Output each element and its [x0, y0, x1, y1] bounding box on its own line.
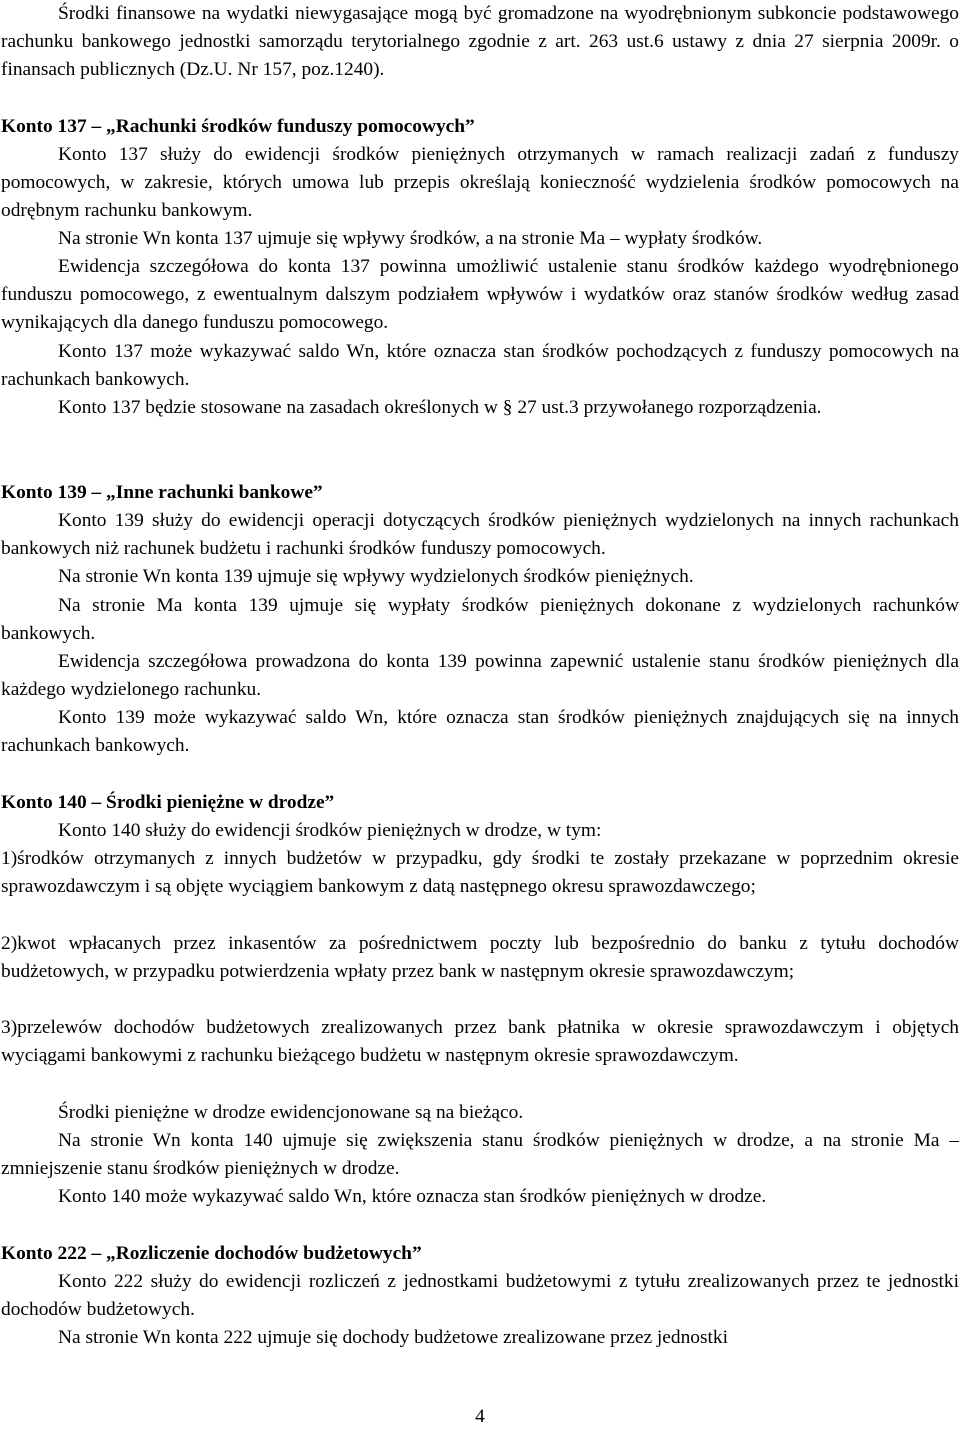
paragraph-139-4: Ewidencja szczegółowa prowadzona do konta 139 powinna zapewnić ustalenie stanu środków pieniężnych dla każdego wydzielonego rachunku.	[1, 651, 959, 701]
paragraph-140-item-3: 3)przelewów dochodów budżetowych zrealizowanych przez bank płatnika w okresie sprawozdawczym i objętych wyciągami bankowymi z rachunku bieżącego budżetu w następnym okresie sprawozdawczym.	[1, 1017, 959, 1067]
paragraph-137-3: Ewidencja szczegółowa do konta 137 powinna umożliwić ustalenie stanu środków każdego wyodrębnionego funduszu pomocowego, z ewentualnym dalszym podziałem wpływów i wydatków oraz stanów środków według zasad wynikających dla danego funduszu pomocowego.	[1, 256, 959, 334]
paragraph-137-1: Konto 137 służy do ewidencji środków pieniężnych otrzymanych w ramach realizacji zadań z funduszy pomocowych, w zakresie, których umowa lub przepis określają konieczność wydzielenia środków pomocowych na odrębnym rachunku bankowym.	[1, 144, 959, 222]
paragraph-140-3: Na stronie Wn konta 140 ujmuje się zwiększenia stanu środków pieniężnych w drodze, a na stronie Ma – zmniejszenie stanu środków pieniężnych w drodze.	[1, 1130, 959, 1180]
section-heading-konto-140: Konto 140 – Środki pieniężne w drodze”	[1, 792, 335, 813]
paragraph-139-1: Konto 139 służy do ewidencji operacji dotyczących środków pieniężnych wydzielonych na innych rachunkach bankowych niż rachunek budżetu i rachunki środków funduszy pomocowych.	[1, 510, 959, 560]
section-heading-konto-222: Konto 222 – „Rozliczenie dochodów budżetowych”	[1, 1243, 422, 1264]
paragraph-139-5: Konto 139 może wykazywać saldo Wn, które oznacza stan środków pieniężnych znajdujących się na innych rachunkach bankowych.	[1, 707, 959, 757]
paragraph-140-1: Konto 140 służy do ewidencji środków pieniężnych w drodze, w tym:	[58, 820, 602, 841]
paragraph-140-4: Konto 140 może wykazywać saldo Wn, które oznacza stan środków pieniężnych w drodze.	[58, 1186, 767, 1207]
paragraph-139-2: Na stronie Wn konta 139 ujmuje się wpływy wydzielonych środków pieniężnych.	[58, 566, 694, 587]
paragraph-140-item-2: 2)kwot wpłacanych przez inkasentów za pośrednictwem poczty lub bezpośrednio do banku z tytułu dochodów budżetowych, w przypadku potwierdzenia wpłaty przez bank w następnym okresie sprawozdawczym;	[1, 933, 959, 983]
paragraph-139-3: Na stronie Ma konta 139 ujmuje się wypłaty środków pieniężnych dokonane z wydzielonych rachunków bankowych.	[1, 595, 959, 645]
paragraph-137-5: Konto 137 będzie stosowane na zasadach określonych w § 27 ust.3 przywołanego rozporządzenia.	[58, 397, 822, 418]
section-heading-konto-137: Konto 137 – „Rachunki środków funduszy pomocowych”	[1, 116, 475, 137]
paragraph-222-2: Na stronie Wn konta 222 ujmuje się dochody budżetowe zrealizowane przez jednostki	[58, 1327, 729, 1348]
paragraph-140-item-1: 1)środków otrzymanych z innych budżetów w przypadku, gdy środki te zostały przekazane w poprzednim okresie sprawozdawczym i są objęte wyciągiem bankowym z datą następnego okresu sprawozdawczego;	[1, 848, 959, 898]
paragraph-137-2: Na stronie Wn konta 137 ujmuje się wpływy środków, a na stronie Ma – wypłaty środków.	[58, 228, 763, 249]
intro-paragraph: Środki finansowe na wydatki niewygasające mogą być gromadzone na wyodrębnionym subkoncie podstawowego rachunku bankowego jednostki samorządu terytorialnego zgodnie z art. 263 ust.6 ustawy z dnia 27 sierpnia 2009r. o finansach publicznych (Dz.U. Nr 157, poz.1240).	[1, 3, 959, 81]
section-heading-konto-139: Konto 139 – „Inne rachunki bankowe”	[1, 482, 323, 503]
paragraph-137-4: Konto 137 może wykazywać saldo Wn, które oznacza stan środków pochodzących z funduszy pomocowych na rachunkach bankowych.	[1, 341, 959, 391]
page-number: 4	[475, 1406, 485, 1427]
paragraph-140-2: Środki pieniężne w drodze ewidencjonowane są na bieżąco.	[58, 1102, 524, 1123]
paragraph-222-1: Konto 222 służy do ewidencji rozliczeń z jednostkami budżetowymi z tytułu zrealizowanych przez te jednostki dochodów budżetowych.	[1, 1271, 959, 1321]
